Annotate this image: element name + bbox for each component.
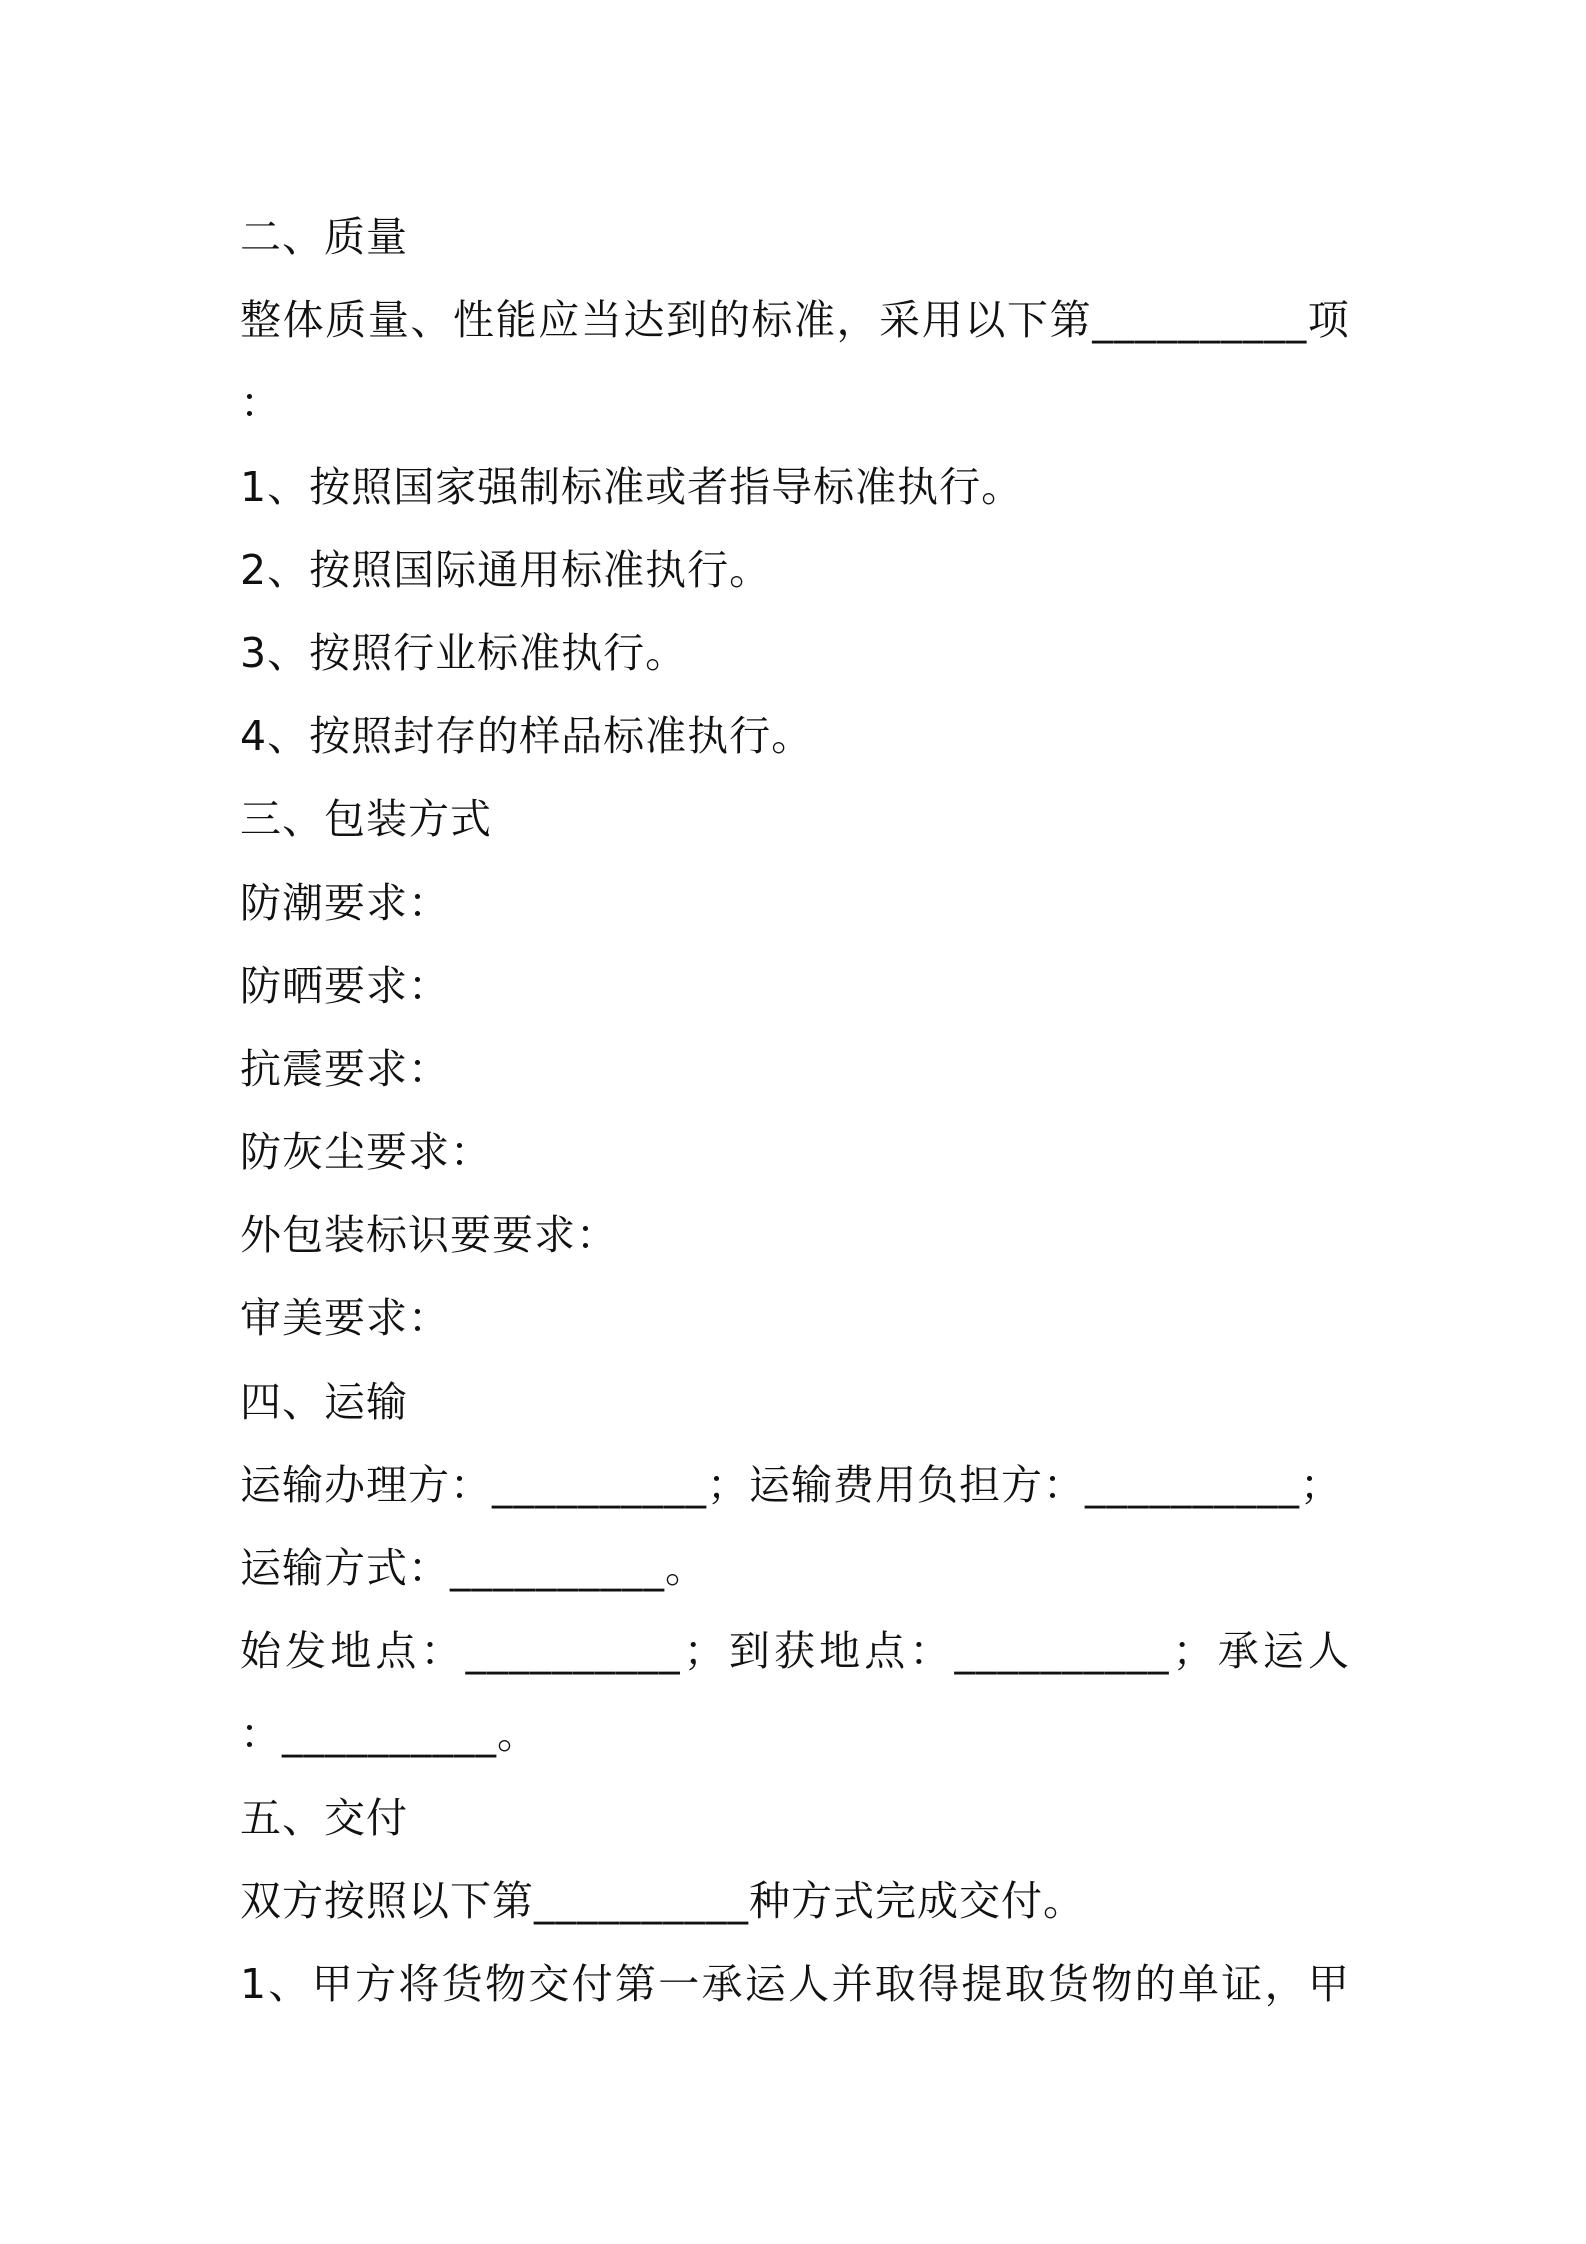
transport-locations-carrier: 始 发 地 点 ： __________ ； 到 获 地 点 ： __________ ； 承 运 人 [240, 1627, 1350, 1676]
quality-option-2: 2、按照国际通用标准执行。 [240, 545, 772, 594]
transport-method: 运输方式：__________。 [240, 1544, 707, 1592]
quality-standard-paragraph: 整 体 质 量 、 性 能 应 当 达 到 的 标 准 ， 采 用 以 下 第 __________ 项 [240, 296, 1350, 345]
packaging-label-requirement: 外包装标识要要求： [240, 1211, 618, 1260]
section-heading-delivery: 五、交付 [240, 1793, 408, 1842]
quality-standard-paragraph-continuation: ： [240, 379, 282, 428]
quality-option-3: 3、按照行业标准执行。 [240, 628, 688, 677]
packaging-aesthetic-requirement: 审美要求： [240, 1294, 450, 1343]
quality-option-1: 1、按照国家强制标准或者指导标准执行。 [240, 462, 1024, 511]
section-heading-packaging: 三、包装方式 [240, 795, 492, 844]
transport-handler-and-cost: 运输办理方：__________；运输费用负担方：__________； [240, 1460, 1342, 1509]
section-heading-quality: 二、质量 [240, 213, 408, 261]
delivery-option-1: 1 、 甲 方 将 货 物 交 付 第 一 承 运 人 并 取 得 提 取 货 物 的 单 证 ， 甲 [240, 1959, 1350, 2008]
packaging-shock-requirement: 抗震要求： [240, 1044, 450, 1093]
packaging-sun-requirement: 防晒要求： [240, 961, 450, 1010]
delivery-method-paragraph: 双方按照以下第__________种方式完成交付。 [240, 1876, 1085, 1925]
packaging-moisture-requirement: 防潮要求： [240, 878, 450, 927]
document-body [240, 196, 1350, 2026]
section-heading-transport: 四、运输 [240, 1377, 408, 1426]
transport-carrier-continuation: ：__________。 [240, 1710, 539, 1759]
packaging-dust-requirement: 防灰尘要求： [240, 1128, 492, 1177]
quality-option-4: 4、按照封存的样品标准执行。 [240, 712, 814, 761]
